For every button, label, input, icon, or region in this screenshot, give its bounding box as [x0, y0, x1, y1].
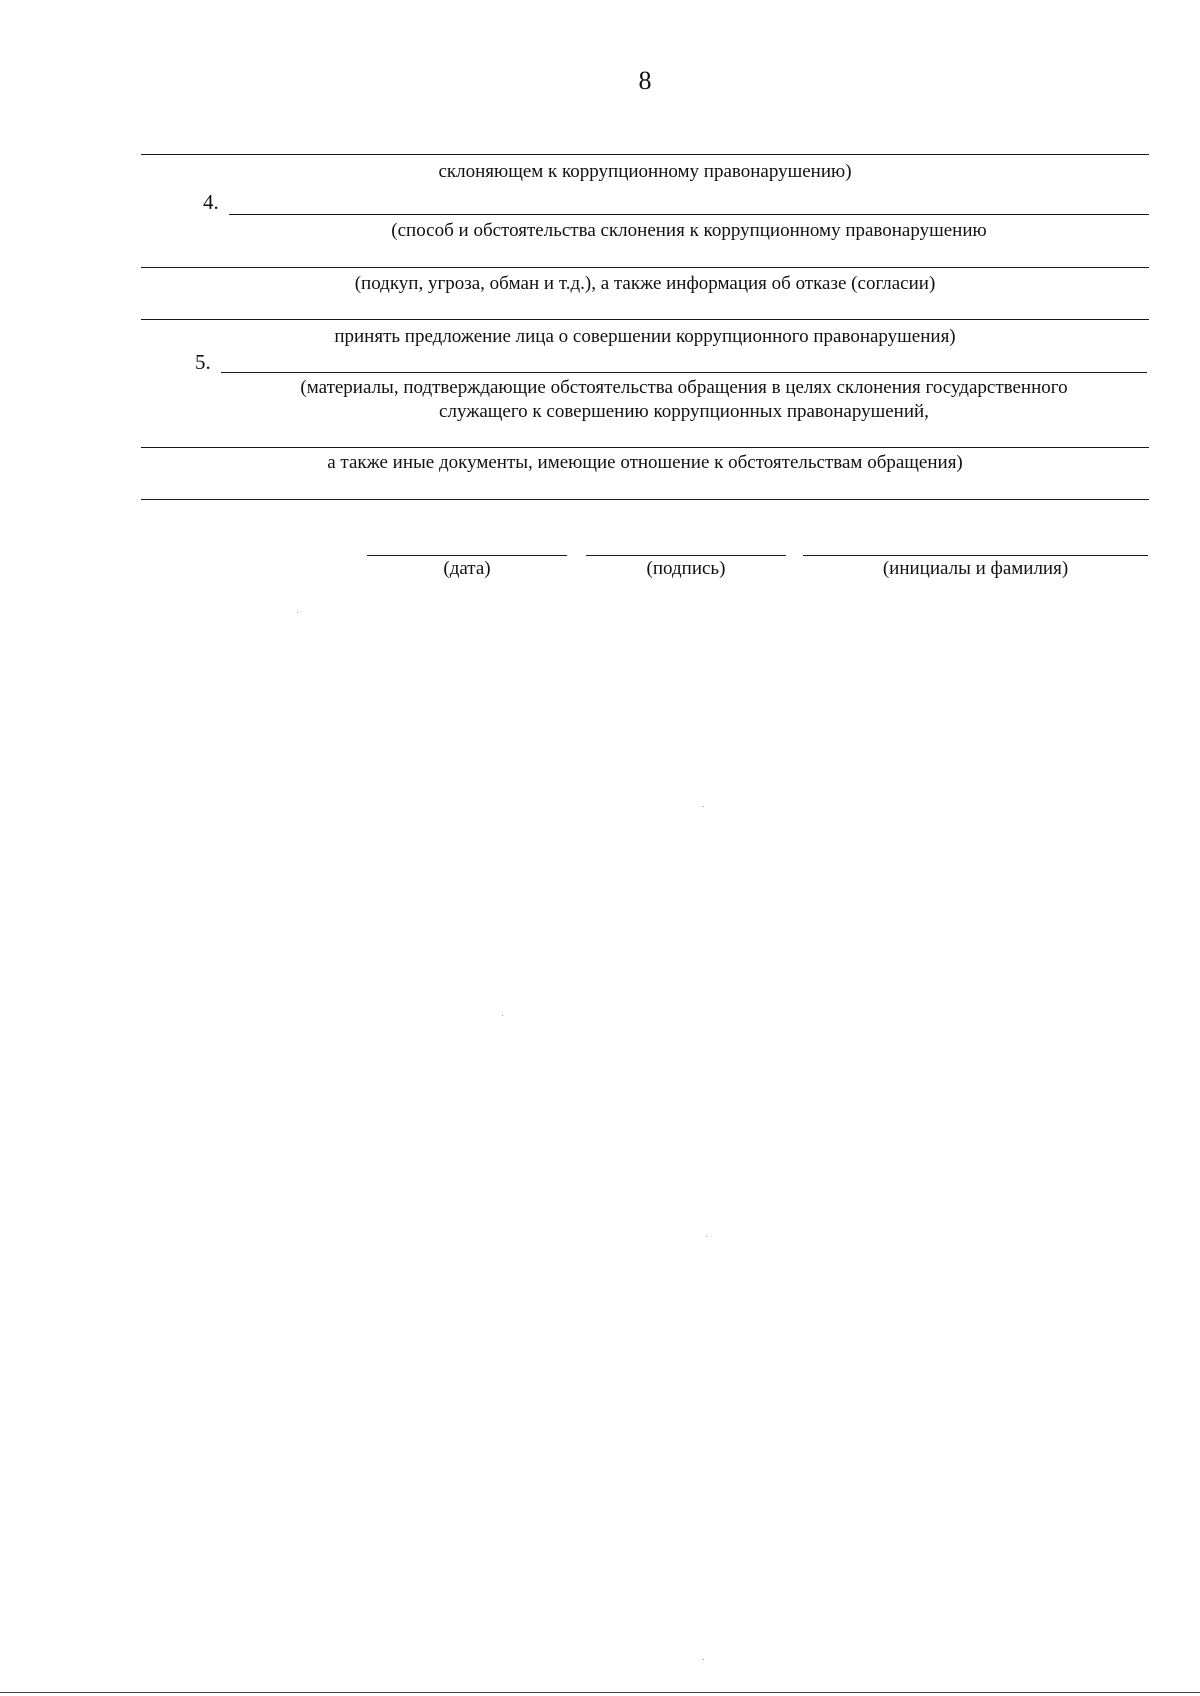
fill-line [141, 267, 1149, 268]
page-bottom-edge [0, 1692, 1200, 1693]
signature-caption: (подпись) [646, 558, 726, 579]
scan-speck [703, 1659, 704, 1660]
field-caption: (подкуп, угроза, обман и т.д.), а также информация об отказе (согласии) [354, 273, 936, 294]
scan-speck [706, 1236, 707, 1237]
fill-line [141, 447, 1149, 448]
field-caption: служащего к совершению коррупционных правонарушений, [439, 401, 929, 422]
date-line [367, 555, 567, 556]
scan-speck [502, 1015, 503, 1016]
scan-speck [703, 806, 704, 807]
name-line [803, 555, 1148, 556]
name-caption: (инициалы и фамилия) [882, 558, 1069, 579]
page-number: 8 [638, 66, 652, 95]
field-caption: а также иные документы, имеющие отношение к обстоятельствам обращения) [327, 452, 963, 473]
fill-line [141, 499, 1149, 500]
scan-speck [297, 612, 298, 613]
fill-line [141, 154, 1149, 155]
field-caption: (способ и обстоятельства склонения к коррупционному правонарушению [391, 220, 987, 241]
fill-line [229, 214, 1149, 215]
fill-line [141, 319, 1149, 320]
date-caption: (дата) [443, 558, 491, 579]
field-caption: склоняющем к коррупционному правонарушению) [438, 161, 852, 182]
field-caption: принять предложение лица о совершении коррупционного правонарушения) [334, 326, 956, 347]
item-number-5: 5. [195, 350, 211, 374]
item-number-4: 4. [203, 190, 219, 214]
field-caption: (материалы, подтверждающие обстоятельства обращения в целях склонения государственного [300, 377, 1068, 398]
fill-line [221, 372, 1147, 373]
signature-line [586, 555, 786, 556]
